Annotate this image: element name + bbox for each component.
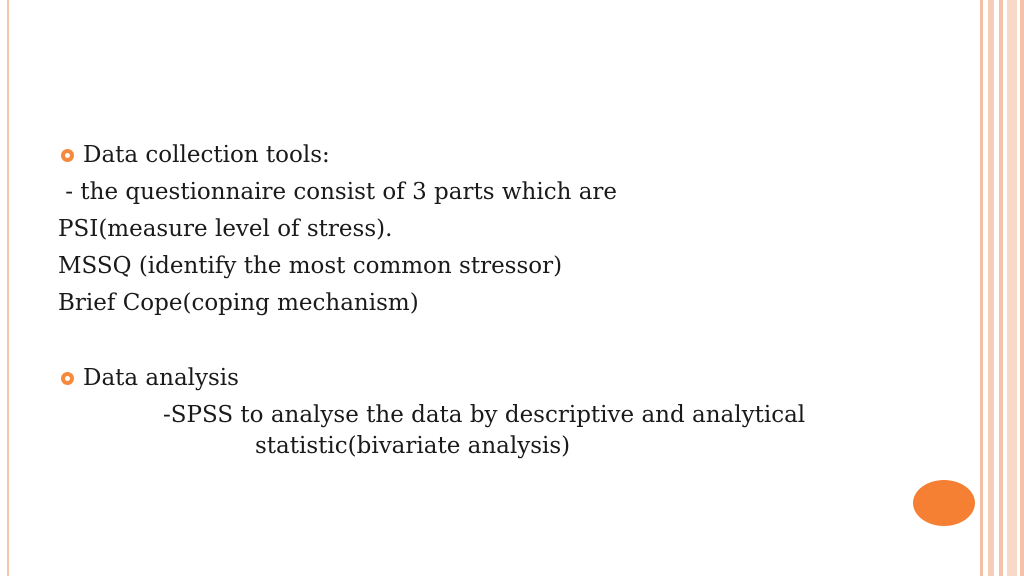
stripe [1020, 0, 1024, 576]
body-line: MSSQ (identify the most common stressor) [58, 253, 563, 279]
orange-ring-bullet-icon [61, 149, 74, 162]
bullet-heading-data-collection: Data collection tools: [83, 142, 330, 168]
stripe [988, 0, 994, 576]
stripe [980, 0, 983, 576]
decorative-orange-circle [913, 480, 975, 526]
body-line: PSI(measure level of stress). [58, 216, 393, 242]
right-decorative-stripes [980, 0, 1024, 576]
orange-ring-bullet-icon [61, 372, 74, 385]
left-border-line [7, 0, 9, 576]
body-line: statistic(bivariate analysis) [255, 433, 571, 459]
stripe [999, 0, 1003, 576]
stripe [1007, 0, 1017, 576]
bullet-heading-data-analysis: Data analysis [83, 365, 239, 391]
body-line: -SPSS to analyse the data by descriptive and analytical [163, 402, 806, 428]
body-line: - the questionnaire consist of 3 parts which are [58, 179, 618, 205]
body-line: Brief Cope(coping mechanism) [58, 290, 419, 316]
